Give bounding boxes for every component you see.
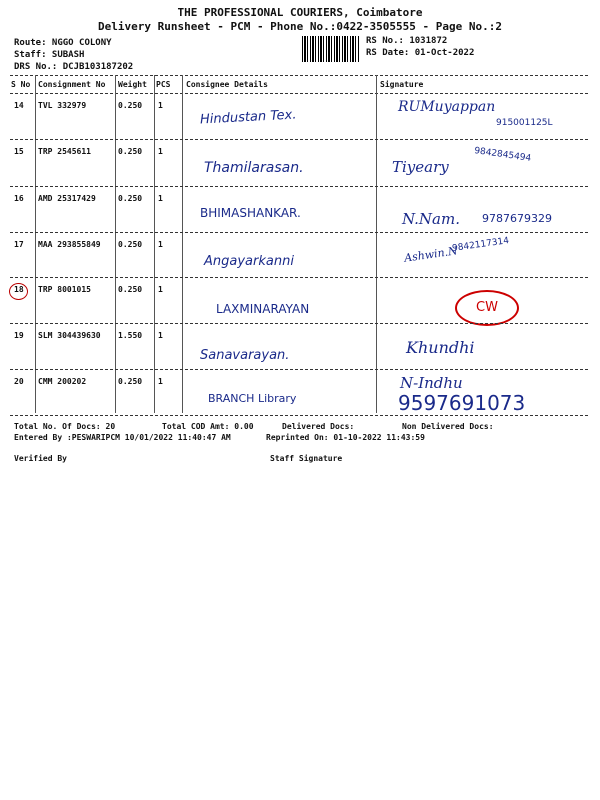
row-sno: 15 bbox=[14, 147, 24, 156]
rs-date: RS Date: 01-Oct-2022 bbox=[366, 48, 475, 58]
col-divider bbox=[376, 75, 377, 413]
staff-signature: Staff Signature bbox=[270, 454, 343, 463]
row-rule bbox=[10, 186, 588, 187]
route-label: Route: NGGO COLONY bbox=[14, 38, 112, 48]
col-consignee: Consignee Details bbox=[186, 80, 268, 89]
row-signature: Tiyeary bbox=[392, 158, 449, 176]
row-sig-number: 9842117314 bbox=[451, 236, 510, 254]
row-sno: 14 bbox=[14, 101, 24, 110]
col-divider bbox=[154, 75, 155, 413]
row-weight: 0.250 bbox=[118, 285, 143, 294]
rs-number: RS No.: 1031872 bbox=[366, 36, 448, 46]
row-pcs: 1 bbox=[158, 240, 163, 249]
company-title: THE PROFESSIONAL COURIERS, Coimbatore bbox=[177, 6, 423, 19]
delivered-docs: Delivered Docs: bbox=[282, 422, 355, 431]
row-sig-number: 9597691073 bbox=[398, 391, 526, 415]
row-pcs: 1 bbox=[158, 101, 163, 110]
runsheet-subtitle: Delivery Runsheet - PCM - Phone No.:0422-3505555 - Page No.:2 bbox=[98, 20, 502, 33]
col-weight: Weight bbox=[118, 80, 147, 89]
col-divider bbox=[115, 75, 116, 413]
table-top-rule bbox=[10, 75, 588, 76]
total-docs: Total No. Of Docs: 20 bbox=[14, 422, 116, 431]
row-sno: 17 bbox=[14, 240, 24, 249]
row-pcs: 1 bbox=[158, 194, 163, 203]
row-consignee: Hindustan Tex. bbox=[199, 107, 297, 128]
staff-label: Staff: SUBASH bbox=[14, 50, 85, 60]
row-consignment: TRP 2545611 bbox=[38, 147, 91, 156]
row-rule bbox=[10, 232, 588, 233]
row-consignment: CMM 200202 bbox=[38, 377, 87, 386]
total-cod: Total COD Amt: 0.00 bbox=[162, 422, 254, 431]
row-pcs: 1 bbox=[158, 331, 163, 340]
row-consignment: MAA 293855849 bbox=[38, 240, 101, 249]
col-pcs: PCS bbox=[156, 80, 171, 89]
col-signature: Signature bbox=[380, 80, 424, 89]
row-signature: RUMuyappan bbox=[398, 99, 496, 115]
row-signature: N.Nam. bbox=[402, 210, 460, 228]
row-consignee: BHIMASHANKAR. bbox=[200, 206, 301, 220]
table-bottom-rule bbox=[10, 415, 588, 416]
entered-by: Entered By :PESWARIPCM 10/01/2022 11:40:47 AM bbox=[14, 433, 231, 442]
row-consignment: TRP 8001015 bbox=[38, 285, 91, 294]
col-sno: S No bbox=[11, 80, 31, 89]
row-pcs: 1 bbox=[158, 285, 163, 294]
non-delivered-docs: Non Delivered Docs: bbox=[402, 422, 494, 431]
verified-by: Verified By bbox=[14, 454, 67, 463]
row-consignee: LAXMINARAYAN bbox=[216, 302, 310, 316]
row-weight: 0.250 bbox=[118, 101, 143, 110]
row-sno: 19 bbox=[14, 331, 24, 340]
col-consignment: Consignment No bbox=[38, 80, 106, 89]
row-pcs: 1 bbox=[158, 377, 163, 386]
row-weight: 0.250 bbox=[118, 240, 143, 249]
row-weight: 0.250 bbox=[118, 147, 143, 156]
row-rule bbox=[10, 139, 588, 140]
col-divider bbox=[35, 75, 36, 413]
row-signature: Khundhi bbox=[406, 338, 475, 357]
row-consignee: Thamilarasan. bbox=[204, 160, 304, 176]
row-consignment: SLM 304439630 bbox=[38, 331, 101, 340]
row-signature: N-Indhu bbox=[400, 374, 463, 392]
reprinted-on: Reprinted On: 01-10-2022 11:43:59 bbox=[266, 433, 425, 442]
row-sno: 16 bbox=[14, 194, 24, 203]
drs-number: DRS No.: DCJB103187202 bbox=[14, 62, 134, 72]
row-consignee: BRANCH Library bbox=[208, 392, 297, 405]
table-header-rule bbox=[10, 93, 588, 94]
row-weight: 0.250 bbox=[118, 194, 143, 203]
barcode-image bbox=[302, 36, 360, 62]
row-rule bbox=[10, 323, 588, 324]
row-consignee: Angayarkanni bbox=[204, 254, 294, 269]
row-rule bbox=[10, 277, 588, 278]
row-weight: 0.250 bbox=[118, 377, 143, 386]
row-rule bbox=[10, 369, 588, 370]
row-sig-number: 9842845494 bbox=[473, 146, 532, 164]
row-consignment: TVL 332979 bbox=[38, 101, 87, 110]
cw-mark: CW bbox=[455, 290, 519, 326]
row-sig-number: 9787679329 bbox=[482, 212, 552, 225]
row-consignment: AMD 25317429 bbox=[38, 194, 96, 203]
row-signature: Ashwin.N bbox=[403, 244, 459, 265]
row-sno: 20 bbox=[14, 377, 24, 386]
row-sno: 18 bbox=[14, 285, 24, 294]
row-pcs: 1 bbox=[158, 147, 163, 156]
row-weight: 1.550 bbox=[118, 331, 143, 340]
row-sig-number: 915001125L bbox=[496, 118, 553, 128]
row-consignee: Sanavarayan. bbox=[200, 348, 290, 363]
col-divider bbox=[182, 75, 183, 413]
